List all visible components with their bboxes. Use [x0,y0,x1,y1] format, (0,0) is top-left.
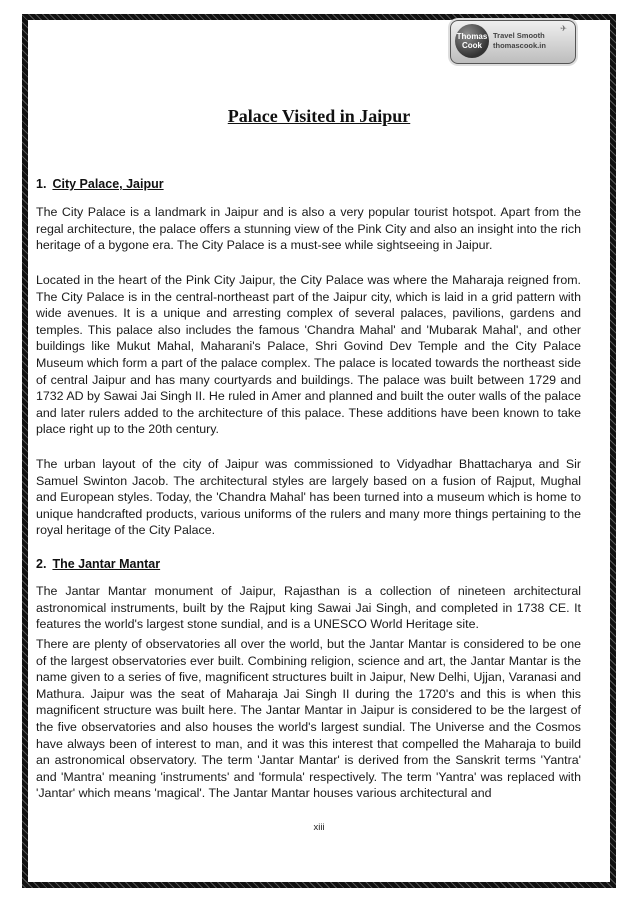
section-title: The Jantar Mantar [52,557,161,571]
plane-icon: ✈ [560,24,567,33]
section-title: City Palace, Jaipur [52,177,164,191]
page-title: Palace Visited in Jaipur [227,106,411,126]
section-number: 1. [36,177,47,191]
paragraph: Located in the heart of the Pink City Jaipur, the City Palace was where the Maharaja reigned from. The City Palace is in the central-northeast part of the Jaipur city, which is laid in a grid pattern with wide avenues. It is a unique and arresting complex of several palaces, pavilions, gardens and temples. This palace also includes the famous 'Chandra Mahal' and 'Mubarak Mahal', and other buildings like Mukut Mahal, Maharani's Palace, Shri Govind Dev Temple and the City Palace Museum which form a part of the palace complex. The palace is located towards the northeast side of central Jaipur and has many courtyards and buildings. The palace was built between 1729 and 1732 AD by Sawai Jai Singh II. He ruled in Amer and planned and built the outer walls of the palace and later rulers added to the architecture of this palace. These additions have been known to take place right up to the 20th century. [36,273,581,437]
paragraph: The urban layout of the city of Jaipur was commissioned to Vidyadhar Bhattacharya and Sir Samuel Swinton Jacob. The architectural styles are largely based on a fusion of Rajput, Mughal and European styles. Today, the 'Chandra Mahal' has been turned into a museum which is home to unique handcrafted products, various uniforms of the rulers and many more things pertaining to the royal heritage of the City Palace. [36,457,581,538]
logo-website: thomascook.in [493,41,546,50]
section-heading-jantar-mantar [36,557,160,571]
logo-brand-line1: Thomas [456,32,488,41]
section-heading-city-palace [36,177,164,191]
thomas-cook-logo [450,20,576,64]
logo-brand-line2: Cook [462,41,482,50]
logo-tagline: Travel Smooth [493,31,545,40]
logo-tagline-block [493,31,546,51]
paragraph: There are plenty of observatories all over the world, but the Jantar Mantar is considered to be one of the largest observatories ever built. Combining religion, science and art, the Jantar Mantar is the name given to a series of five, magnificent structures built in Jaipur, New Delhi, Ujjan, Varanasi and Mathura. Jaipur was the seat of Maharaja Jai Singh II during the 1720's and this is when this magnificent structure was built here. The Jantar Mantar in Jaipur is considered to be the largest of the five observatories and also houses the world's largest sundial. The Universe and the Cosmos have always been of interest to man, and it was this interest that compelled the Maharaja to build an astronomical observatory. The term 'Jantar Mantar' is derived from the Sanskrit terms 'Yantra' and 'Mantra' meaning 'instruments' and 'formula' respectively. The term 'Yantra' was replaced with 'Jantar' which means 'magical'. The Jantar Mantar houses various architectural and [36,637,581,801]
paragraph: The City Palace is a landmark in Jaipur and is also a very popular tourist hotspot. Apart from the regal architecture, the palace offers a stunning view of the Pink City and also an insight into the rich heritage of a bygone era. The City Palace is a must-see while sightseeing in Jaipur. [36,205,581,253]
section-number: 2. [36,557,47,571]
page-number: xiii [313,822,325,833]
logo-globe [455,24,489,58]
paragraph: The Jantar Mantar monument of Jaipur, Rajasthan is a collection of nineteen architectural astronomical instruments, built by the Rajput king Sawai Jai Singh, and completed in 1738 CE. It features the world's largest stone sundial, and is a UNESCO World Heritage site. [36,584,581,632]
